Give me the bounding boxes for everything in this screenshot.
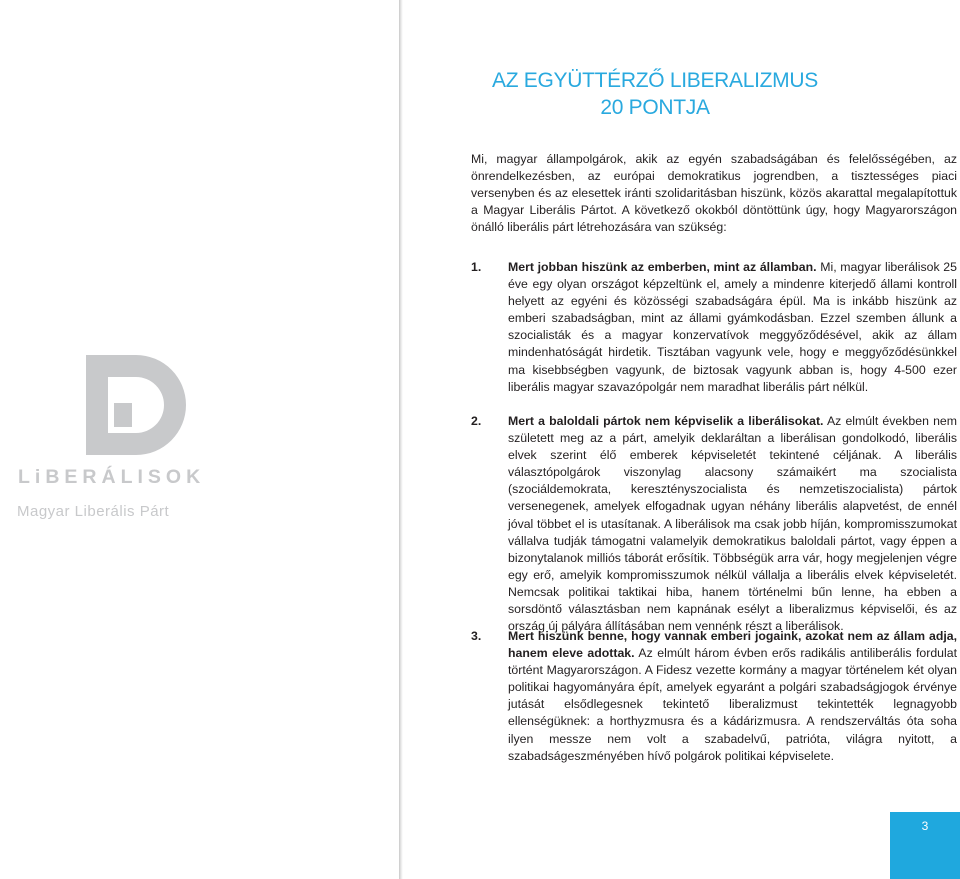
logo-subtitle: Magyar Liberális Párt (17, 503, 170, 520)
logo-wordmark: LiBERÁLISOK (18, 466, 206, 488)
point-heading: Mert jobban hiszünk az emberben, mint az államban. (508, 260, 817, 274)
page-subtitle: 20 PONTJA (600, 96, 710, 119)
book-spine-divider (399, 0, 403, 879)
point-heading: Mert hiszünk benne, hogy vannak emberi jogaink, azokat nem az állam adja, hanem eleve adottak. (508, 629, 957, 661)
intro-paragraph: Mi, magyar állampolgárok, akik az egyén szabadságában és felelősségében, az önrendelkezésben, az európai demokratikus jogrendben, a tisztességes piaci versenyben és az elesettek iránti szolidaritásban hiszünk, közös akarattal megalapítottuk a Magyar Liberális Pártot. A következő okokból döntöttünk úgy, hogy Magyarországon önálló liberális párt létrehozására van szükség: (471, 152, 957, 235)
point-number: 3. (471, 629, 482, 643)
page-title: AZ EGYÜTTÉRZŐ LIBERALIZMUS (492, 69, 818, 92)
page-number: 3 (921, 819, 929, 833)
point-item (471, 628, 957, 765)
point-text: Az elmúlt három évben erős radikális antiliberális fordulat történt Magyarországon. A Fidesz vezette kormány a magyar történelem két olyan politikai hagyományára épít, amelyek egyaránt a polgári szabadságjogok érvénye jutását elsődlegesnek tekintető liberalizmust tekintették legnagyobb ellenségüknek: a horthyzmusra és a kádárizmusra. A rendszerváltás óta soha ilyen messze nem volt a szabadelvű, patrióta, világra nyitott, a szabadságeszményében hívő polgárok politikai képviselete. (508, 646, 957, 763)
point-number: 2. (471, 414, 482, 428)
point-heading: Mert a baloldali pártok nem képviselik a liberálisokat. (508, 414, 824, 428)
point-body (508, 259, 957, 396)
point-number: 1. (471, 260, 482, 274)
point-text: Mi, magyar liberálisok 25 éve egy olyan országot képzeltünk el, amely a mindenre kiterjedő állami kontroll helyett az egyéni és közösségi szabadságára épül. Ma is inkább hiszünk az emberi szabadságban, mint az állami gyámkodásban. Ezzel szemben állunk a szocialisták és a magyar konzervatívok meggyőződésével, akik az állam mindenhatóságát hirdetik. Tisztában vagyunk vele, hogy e meggyőződésünkkel ma kisebbségben vagyunk, de biztosak vagyunk abban is, hogy 4-500 ezer liberális magyar szavazópolgár nem maradhat liberális párt nélkül. (508, 260, 957, 394)
point-body (508, 628, 957, 765)
point-text: Az elmúlt években nem született meg az a párt, amelyik deklaráltan a liberálisan gondolkodó, liberális elvek szerint élő emberek képviseletét tekintené céljának. A liberális választópolgárok viszonylag alacsony számaikért ma szocialista (szociáldemokrata, keresztényszocialista és nemzetiszocialista) pártok versenegenek, amelyek elfogadnak ugyan néhány liberális alapvetést, de ennél jóval többet el is utasítanak. A liberálisok ma csak jobb híján, kompromisszumokat vállalva tudják támogatni valamelyik demokratikus baloldali pártot, vagy éppen a bizonytalanok milliós táborát erősítik. Többségük arra vár, hogy megjelenjen végre egy erő, amelyik kompromisszumok nélkül vállalja a liberális elvek képviseletét. Nemcsak politikai taktikai hiba, hanem történelmi bűn lenne, ha ebben a sorsdöntő választásban nem kapnának esélyt a liberalizmus képviselői, és az ország új pályára állításában nem vennénk részt a liberálisok. (508, 414, 957, 634)
point-body (508, 413, 957, 635)
page-number-box (890, 812, 960, 879)
point-item (471, 413, 957, 635)
liberalisok-logo-icon (86, 355, 186, 455)
point-item (471, 259, 957, 396)
